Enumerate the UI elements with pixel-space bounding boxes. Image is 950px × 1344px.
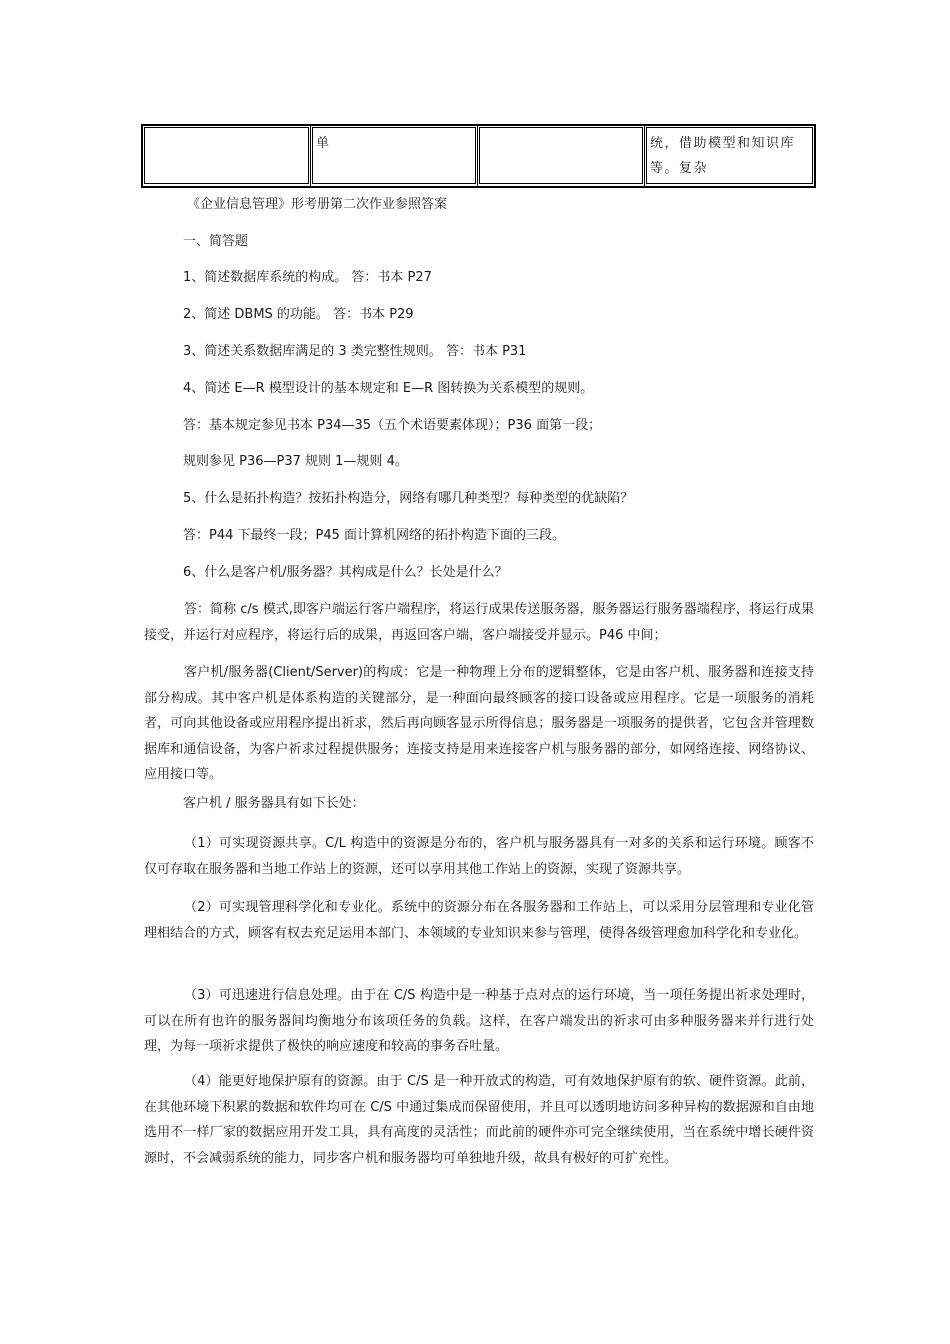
question-1: 1、简述数据库系统的构成。 答：书本 P27 — [183, 270, 432, 285]
answer-6-advantages-heading: 客户机 / 服务器具有如下长处： — [183, 796, 365, 811]
table-cell: 单 — [311, 125, 478, 187]
answer-6-composition-paragraph: 客户机/服务器(Client/Server)的构成：它是一种物理上分布的逻辑整体，它是由客户机、服务器和连接支持部分构成。其中客户机是体系构造的关键部分，是一种面向最终顾客的接口设备或应用程序。它是一项服务的消耗者，可向其他设备或应用程序提出祈求，然后再向顾客显示所得信息；服务器是一项服务的提供者，它包含并管理数据库和通信设备，为客户祈求过程提供服务；连接支持是用来连接客户机与服务器的部分，如网络连接、网络协议、应用接口等。 — [144, 665, 814, 782]
answer-4-line-1: 答：基本规定参见书本 P34—35（五个术语要素体现）；P36 面第一段； — [183, 418, 602, 433]
question-5: 5、什么是拓扑构造？按拓扑构造分，网络有哪几种类型？每种类型的优缺陷？ — [183, 491, 634, 506]
question-6: 6、什么是客户机/服务器？其构成是什么？长处是什么？ — [183, 565, 508, 580]
question-2: 2、简述 DBMS 的功能。 答：书本 P29 — [183, 307, 414, 322]
table-fragment — [141, 124, 816, 188]
advantage-2-paragraph: （2）可实现管理科学化和专业化。系统中的资源分布在各服务器和工作站上，可以采用分层管理和专业化管理相结合的方式，顾客有权去充足运用本部门、本领域的专业知识来参与管理，使得各级管理愈加科学化和专业化。 — [144, 900, 814, 941]
table-cell: 统，借助模型和知识库等。复杂 — [645, 125, 816, 187]
answer-5: 答：P44 下最终一段；P45 面计算机网络的拓扑构造下面的三段。 — [183, 528, 566, 543]
table-row — [142, 125, 815, 187]
table-cell — [478, 125, 645, 187]
document-title: 《企业信息管理》形考册第二次作业参照答案 — [187, 197, 448, 212]
section-heading: 一、简答题 — [183, 234, 249, 249]
advantage-4-paragraph: （4）能更好地保护原有的资源。由于 C/S 是一种开放式的构造，可有效地保护原有的软、硬件资源。此前，在其他环境下积累的数据和软件均可在 C/S 中通过集成而保留使用，并且可以透明地访问多种异构的数据源和自由地选用不一样厂家的数据应用开发工具，具有高度的灵活性；而此前的硬件亦可完全继续使用，当在系统中增长硬件资源时，不会减弱系统的能力，同步客户机和服务器均可单独地升级，故具有极好的可扩充性。 — [144, 1074, 814, 1166]
question-3: 3、简述关系数据库满足的 3 类完整性规则。 答：书本 P31 — [183, 344, 527, 359]
answer-4-line-2: 规则参见 P36—P37 规则 1—规则 4。 — [183, 454, 408, 469]
answer-6-paragraph: 答：简称 c/s 模式,即客户端运行客户端程序，将运行成果传送服务器，服务器运行服务器端程序，将运行成果接受，并运行对应程序，将运行后的成果，再返回客户端，客户端接受并显示。P46 中间； — [144, 602, 814, 643]
question-4: 4、简述 E—R 模型设计的基本规定和 E—R 图转换为关系模型的规则。 — [183, 381, 594, 396]
advantage-1-paragraph: （1）可实现资源共享。C/L 构造中的资源是分布的，客户机与服务器具有一对多的关系和运行环境。顾客不仅可存取在服务器和当地工作站上的资源，还可以享用其他工作站上的资源，实现了资源共享。 — [144, 836, 814, 877]
advantage-3-paragraph: （3）可迅速进行信息处理。由于在 C/S 构造中是一种基于点对点的运行环境，当一项任务提出祈求处理时，可以在所有也许的服务器间均衡地分布该项任务的负载。这样，在客户端发出的祈求可由多种服务器来并行进行处理，为每一项祈求提供了极快的响应速度和较高的事务吞吐量。 — [144, 988, 814, 1054]
table-cell — [142, 125, 311, 187]
